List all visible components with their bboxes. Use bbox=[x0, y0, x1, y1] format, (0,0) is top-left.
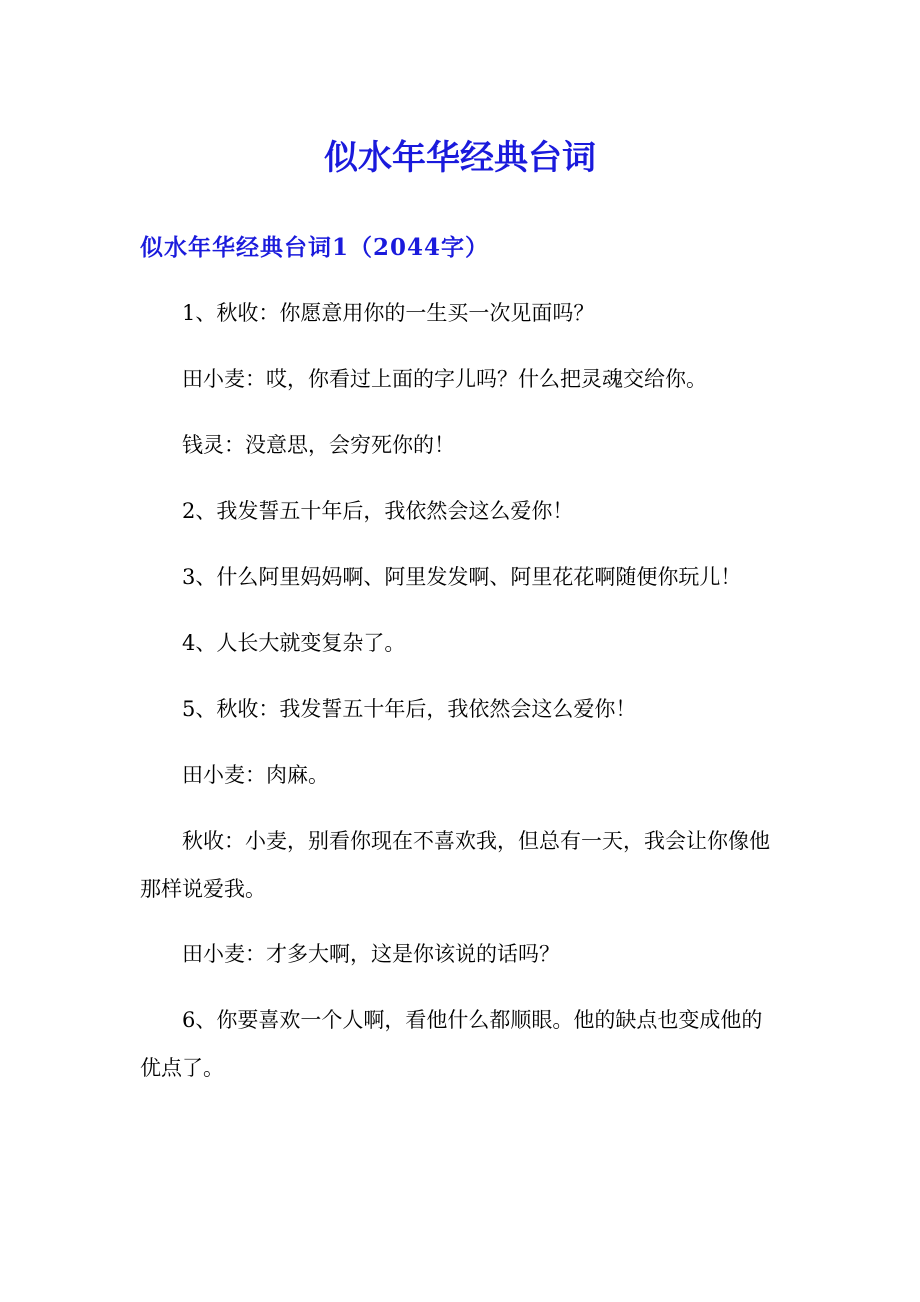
paragraph: 5、秋收：我发誓五十年后，我依然会这么爱你！ bbox=[182, 697, 637, 721]
paragraph: 6、你要喜欢一个人啊，看他什么都顺眼。他的缺点也变成他的优点了。 bbox=[140, 1008, 763, 1080]
paragraph: 田小麦：哎，你看过上面的字儿吗？什么把灵魂交给你。 bbox=[182, 367, 707, 391]
document-title: 似水年华经典台词 bbox=[324, 138, 596, 178]
section-heading: 似水年华经典台词1（2044字） bbox=[140, 234, 490, 261]
paragraph: 田小麦：才多大啊，这是你该说的话吗？ bbox=[182, 942, 560, 966]
paragraph: 秋收：小麦，别看你现在不喜欢我，但总有一天，我会让你像他那样说爱我。 bbox=[140, 829, 770, 901]
paragraph: 4、人长大就变复杂了。 bbox=[182, 631, 406, 655]
paragraph: 3、什么阿里妈妈啊、阿里发发啊、阿里花花啊随便你玩儿！ bbox=[182, 565, 742, 589]
paragraph: 1、秋收：你愿意用你的一生买一次见面吗？ bbox=[182, 301, 595, 325]
paragraph: 钱灵：没意思，会穷死你的！ bbox=[182, 433, 455, 457]
paragraph: 2、我发誓五十年后，我依然会这么爱你！ bbox=[182, 499, 574, 523]
paragraph: 田小麦：肉麻。 bbox=[182, 763, 329, 787]
